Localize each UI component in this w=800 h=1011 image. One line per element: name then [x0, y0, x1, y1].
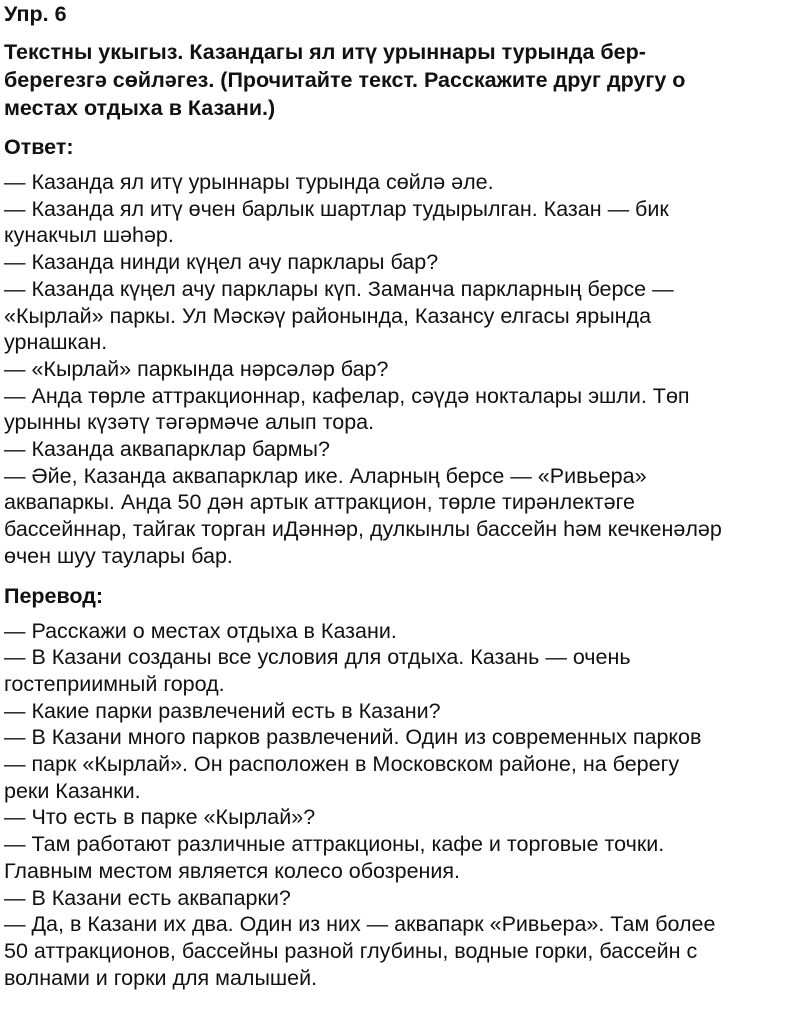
answer-line: — Әйе, Казанда аквапарклар ике. Аларның берсе — «Ривьера» [4, 463, 647, 488]
translation-line: — В Казани созданы все условия для отдыха. Казань — очень [4, 645, 631, 670]
translation-line: — Там работают различные аттракционы, кафе и торговые точки. [4, 832, 665, 857]
answer-heading: Ответ: [4, 135, 74, 159]
answer-line: кунакчыл шәһәр. [4, 223, 174, 248]
translation-line: — В Казани есть аквапарки? [4, 885, 291, 910]
translation-line: 50 аттракционов, бассейны разной глубины, водные горки, бассейн с [4, 938, 698, 963]
answer-line: — Казанда нинди күңел ачу парклары бар? [4, 250, 439, 275]
answer-line: — Анда төрле аттракционнар, кафелар, сәүдә нокталары эшли. Төп [4, 383, 690, 408]
answer-dialogue [4, 169, 798, 570]
answer-line: — Казанда ял итү өчен барлык шартлар тудырылган. Казан — бик [4, 196, 669, 221]
task-label: Упр. 6 [4, 2, 67, 26]
translation-line: — Да, в Казани их два. Один из них — аквапарк «Ривьера». Там более [4, 912, 716, 937]
answer-line: өчен шуу таулары бар. [4, 543, 233, 568]
translation-line: реки Казанки. [4, 778, 141, 803]
translation-line: Главным местом является колесо обозрения. [4, 858, 461, 883]
translation-line: — Какие парки развлечений есть в Казани? [4, 698, 441, 723]
translation-line: — Расскажи о местах отдыха в Казани. [4, 618, 397, 643]
answer-line: урынны күзәтү тәгәрмәче алып тора. [4, 410, 375, 435]
translation-line: волнами и горки для малышей. [4, 965, 318, 990]
answer-line: урнашкан. [4, 330, 108, 355]
translation-line: гостеприимный город. [4, 671, 225, 696]
instruction-block [4, 38, 798, 122]
translation-line: — парк «Кырлай». Он расположен в Московском районе, на берегу [4, 752, 680, 777]
instruction-line: Текстны укыгыз. Казандагы ял итү урыннары турында бер- [4, 40, 646, 64]
answer-line: — «Кырлай» паркында нәрсәләр бар? [4, 356, 389, 381]
answer-line: — Казанда күңел ачу парклары күп. Заманча паркларның берсе — [4, 276, 674, 301]
translation-line: — Что есть в парке «Кырлай»? [4, 805, 316, 830]
answer-line: аквапаркы. Анда 50 дән артык аттракцион, төрле тирәнлектәге [4, 490, 635, 515]
translation-dialogue [4, 618, 798, 992]
answer-line: — Казанда аквапарклар бармы? [4, 437, 330, 462]
answer-line: «Кырлай» паркы. Ул Мәскәү районында, Казансу елгасы ярында [4, 303, 652, 328]
answer-line: бассейннар, тайгак торган иДәннәр, дулкынлы бассейн һәм кечкенәләр [4, 517, 722, 542]
translation-line: — В Казани много парков развлечений. Один из современных парков [4, 725, 702, 750]
instruction-line: берегезгә сөйләгез. (Прочитайте текст. Расскажите друг другу о [4, 68, 686, 92]
instruction-line: местах отдыха в Казани.) [4, 96, 276, 120]
translation-heading: Перевод: [4, 583, 104, 608]
answer-line: — Казанда ял итү урыннары турында сөйлә әле. [4, 170, 494, 194]
